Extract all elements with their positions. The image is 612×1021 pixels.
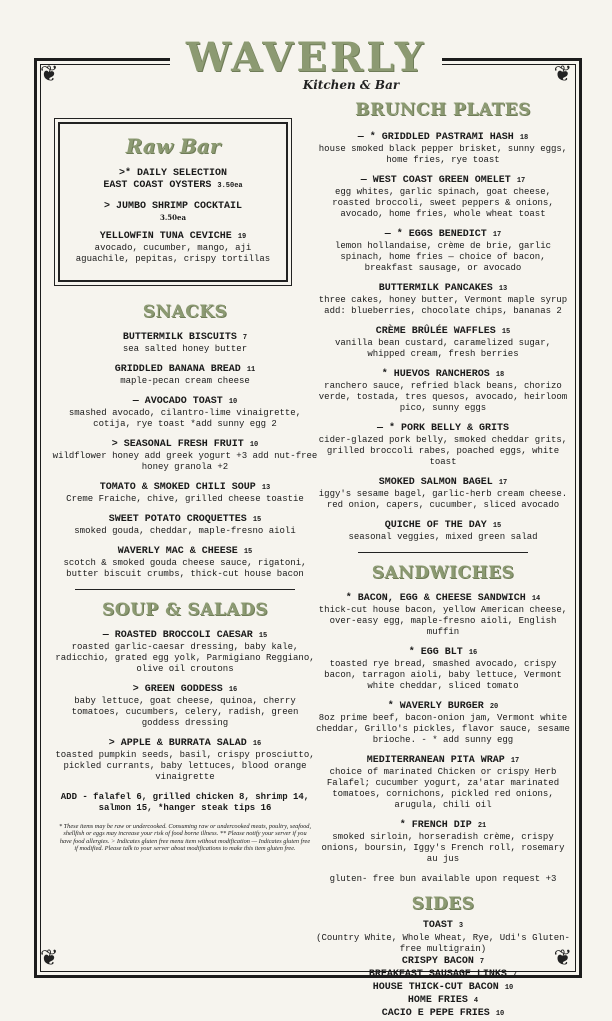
item-name: — * EGGS BENEDICT 17	[384, 229, 502, 240]
item-name: CRÈME BRÛLÉE WAFFLES 15	[375, 326, 511, 337]
menu-item	[316, 593, 570, 638]
corner-flourish-icon: ❦	[40, 62, 59, 87]
menu-item	[50, 738, 320, 783]
item-desc: seasonal veggies, mixed green salad	[348, 532, 538, 542]
corner-flourish-icon: ❦	[40, 946, 59, 971]
raw-bar-title: Raw Bar	[125, 134, 221, 158]
item-name: YELLOWFIN TUNA CEVICHE 19	[99, 231, 247, 242]
item-name: * EGG BLT 16	[408, 647, 478, 658]
item-name: — WEST COAST GREEN OMELET 17	[360, 175, 526, 186]
item-name: — ROASTED BROCCOLI CAESAR 15	[102, 630, 268, 641]
item-name: WAVERLY MAC & CHEESE 15	[117, 546, 253, 557]
item-desc: sea salted honey butter	[122, 344, 248, 354]
item-name: > JUMBO SHRIMP COCKTAIL	[103, 201, 243, 212]
item-desc: avocado, cucumber, mango, aji aguachile, pepitas, crispy tortillas	[75, 243, 271, 264]
menu-item	[50, 630, 320, 675]
item-name: MEDITERRANEAN PITA WRAP 17	[366, 755, 520, 766]
divider	[358, 552, 528, 553]
sandwiches-list	[316, 593, 570, 865]
logo	[170, 36, 442, 106]
sandwiches-title: SANDWICHES	[371, 563, 515, 583]
item-desc: egg whites, garlic spinach, goat cheese, roasted broccoli, sweet peppers & onions, avocado, home fries, whole wheat toast	[332, 187, 554, 219]
soup-salads-title: SOUP & SALADS	[101, 600, 268, 620]
menu-item	[316, 477, 570, 511]
brand-subtitle: Kitchen & Bar	[302, 78, 400, 92]
corner-flourish-icon: ❦	[553, 946, 572, 971]
menu-item	[316, 423, 570, 468]
corner-flourish-icon: ❦	[553, 62, 572, 87]
item-desc: smoked sirloin, horseradish crème, crispy onions, boursin, Iggy's French roll, rosemary au jus	[321, 832, 565, 864]
item-name: * HUEVOS RANCHEROS 18	[381, 369, 505, 380]
brand-name: WAVERLY	[185, 34, 427, 81]
menu-item	[50, 514, 320, 537]
menu-item	[316, 1008, 570, 1020]
snacks-list	[50, 332, 320, 580]
item-desc: Creme Fraiche, chive, grilled cheese toastie	[66, 494, 304, 504]
menu-item	[316, 969, 570, 981]
item-name: > APPLE & BURRATA SALAD 16	[108, 738, 262, 749]
item-name: — AVOCADO TOAST 10	[132, 396, 238, 407]
sides-title: SIDES	[411, 894, 475, 914]
snacks-title: SNACKS	[142, 302, 228, 322]
item-name: HOME FRIES 4	[407, 995, 479, 1006]
right-column	[316, 100, 570, 1021]
menu-item	[316, 701, 570, 746]
item-desc: roasted garlic-caesar dressing, baby kale, radicchio, grated egg yolk, Parmigiano Reggiano, olive oil croutons	[55, 642, 315, 674]
menu-item	[316, 369, 570, 414]
raw-bar-box	[58, 122, 288, 282]
item-desc: smashed avocado, cilantro-lime vinaigrette, cotija, rye toast *add sunny egg 2	[68, 408, 302, 429]
item-desc: toasted rye bread, smashed avocado, crispy bacon, tarragon aioli, baby lettuce, Vermont white cheddar, sliced tomato	[324, 659, 562, 691]
item-name: BUTTERMILK PANCAKES 13	[378, 283, 508, 294]
item-desc: thick-cut house bacon, yellow American cheese, over-easy egg, maple-fresno aioli, English muffin	[318, 605, 568, 637]
item-name: * FRENCH DIP 21	[399, 820, 487, 831]
menu-item	[66, 168, 280, 192]
menu-item	[50, 364, 320, 387]
item-desc: ranchero sauce, refried black beans, chorizo verde, tostada, tres quesos, avocado, heirloom pico, sunny eggs	[318, 381, 568, 413]
item-desc: 8oz prime beef, bacon-onion jam, Vermont white cheddar, Grillo's pickles, flavor sauce, sesame brioche. - * add sunny egg	[316, 713, 570, 745]
menu-item	[316, 982, 570, 994]
menu-item	[316, 283, 570, 317]
item-desc: vanilla bean custard, caramelized sugar, whipped cream, fresh berries	[334, 338, 552, 359]
menu-item	[316, 647, 570, 692]
menu-item	[316, 229, 570, 274]
item-name: SMOKED SALMON BAGEL 17	[378, 477, 508, 488]
item-name: CRISPY BACON 7	[401, 956, 485, 967]
menu-item	[50, 439, 320, 473]
item-name: — * GRIDDLED PASTRAMI HASH 18	[357, 132, 529, 143]
item-name-2: EAST COAST OYSTERS 3.50ea	[103, 180, 243, 191]
item-price: 3.50ea	[159, 213, 187, 222]
item-desc: baby lettuce, goat cheese, quinoa, cherry tomatoes, cucumbers, celery, radish, green goddess dressing	[71, 696, 299, 728]
menu-item	[50, 332, 320, 355]
item-desc: maple-pecan cream cheese	[120, 376, 250, 386]
item-desc: cider-glazed pork belly, smoked cheddar grits, grilled broccoli rabes, poached eggs, white toast	[318, 435, 568, 467]
item-name: HOUSE THICK-CUT BACON 10	[372, 982, 514, 993]
item-name: GRIDDLED BANANA BREAD 11	[114, 364, 256, 375]
item-desc: smoked gouda, cheddar, maple-fresno aioli	[74, 526, 296, 536]
sides-list	[316, 920, 570, 1020]
item-desc: iggy's sesame bagel, garlic-herb cream cheese. red onion, capers, cucumber, sliced avocado	[318, 489, 568, 510]
item-name: QUICHE OF THE DAY 15	[384, 520, 502, 531]
item-name: * BACON, EGG & CHEESE SANDWICH 14	[345, 593, 541, 604]
item-desc: toasted pumpkin seeds, basil, crispy prosciutto, pickled currants, baby lettuces, blood orange vinaigrette	[55, 750, 315, 782]
item-name: — * PORK BELLY & GRITS	[376, 423, 510, 434]
item-desc: three cakes, honey butter, Vermont maple syrup add: blueberries, chocolate chips, bananas 2	[318, 295, 568, 316]
menu-item	[316, 820, 570, 865]
menu-item	[316, 132, 570, 166]
soup-salads-list	[50, 630, 320, 783]
menu-item	[316, 755, 570, 811]
item-name: BREAKFAST SAUSAGE LINKS 7	[368, 969, 518, 980]
menu-item	[316, 326, 570, 360]
item-name: CACIO E PEPE FRIES 10	[381, 1008, 505, 1019]
gluten-note: gluten- free bun available upon request +3	[329, 874, 557, 884]
item-name: > SEASONAL FRESH FRUIT 10	[111, 439, 259, 450]
item-desc: house smoked black pepper brisket, sunny eggs, home fries, rye toast	[318, 144, 568, 165]
item-name: TOAST 3	[422, 920, 464, 931]
menu-item	[316, 175, 570, 220]
item-name: >* DAILY SELECTION	[118, 168, 228, 179]
menu-item	[50, 546, 320, 580]
menu-item	[316, 920, 570, 955]
item-desc: scotch & smoked gouda cheese sauce, rigatoni, butter biscuit crumbs, thick-cut house bacon	[63, 558, 307, 579]
item-name: * WAVERLY BURGER 20	[387, 701, 499, 712]
brunch-plates-list	[316, 132, 570, 543]
left-column	[50, 302, 320, 853]
item-name: > GREEN GODDESS 16	[132, 684, 238, 695]
brunch-plates-title: BRUNCH PLATES	[355, 100, 531, 120]
footnote: * These items may be raw or undercooked. Consuming raw or undercooked meats, poultry, seafood, shellfish or eggs may increase your risk of food borne illness. ** Please notify your server if you have food allergies. > Indicates gluten free menu item without modification — Indicates gluten free if modified. Please talk to your server about modifications to make this item gluten free.	[58, 823, 312, 853]
menu-item	[316, 995, 570, 1007]
item-desc: (Country White, Whole Wheat, Rye, Udi's Gluten-free multigrain)	[316, 933, 570, 954]
menu-item	[50, 482, 320, 505]
divider	[75, 589, 295, 590]
item-name: BUTTERMILK BISCUITS 7	[122, 332, 248, 343]
menu-item	[50, 684, 320, 729]
item-desc: wildflower honey add greek yogurt +3 add nut-free honey granola +2	[52, 451, 318, 472]
menu-item	[66, 201, 280, 222]
item-desc: lemon hollandaise, crème de brie, garlic spinach, home fries — choice of bacon, breakfast sausage, or avocado	[334, 241, 552, 273]
menu-item	[66, 231, 280, 265]
add-on-line: ADD - falafel 6, grilled chicken 8, shrimp 14, salmon 15, *hanger steak tips 16	[60, 792, 310, 813]
item-desc: choice of marinated Chicken or crispy Herb Falafel; cucumber yogurt, za'atar marinated tomatoes, cornichons, pickled red onions, arugula, chili oil	[326, 767, 560, 810]
item-name: SWEET POTATO CROQUETTES 15	[108, 514, 262, 525]
menu-item	[316, 956, 570, 968]
item-name: TOMATO & SMOKED CHILI SOUP 13	[99, 482, 271, 493]
menu-item	[316, 520, 570, 543]
menu-item	[50, 396, 320, 430]
